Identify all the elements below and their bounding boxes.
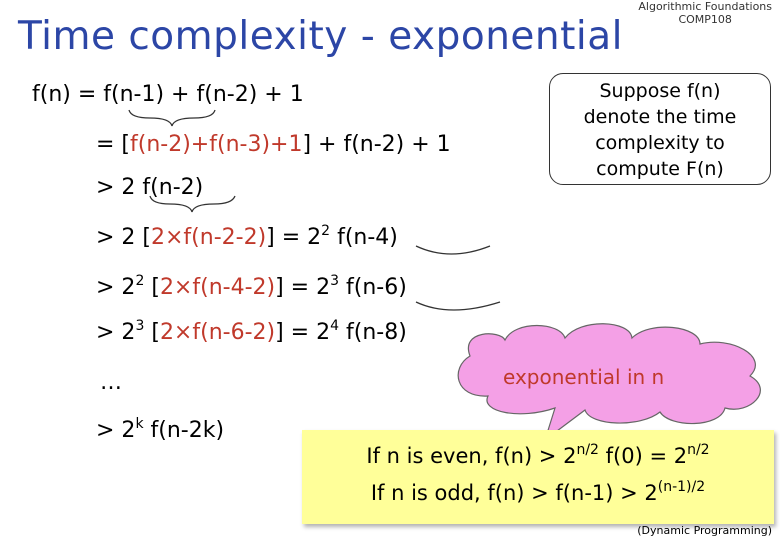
note-line: denote the time bbox=[583, 106, 737, 128]
text: ] = 2 bbox=[275, 275, 331, 300]
text: f(n-2k) bbox=[143, 418, 225, 443]
exponent: n/2 bbox=[687, 442, 710, 458]
note-line: compute F(n) bbox=[596, 158, 724, 180]
text: ] = 2 bbox=[266, 225, 322, 250]
line-bound-1: > 2 f(n-2) bbox=[96, 175, 204, 200]
note-line: Suppose f(n) bbox=[599, 80, 721, 102]
exponent: 2 bbox=[135, 273, 145, 289]
line-recurrence: f(n) = f(n-1) + f(n-2) + 1 bbox=[32, 82, 304, 107]
text: > 2 bbox=[96, 275, 136, 300]
text: If n is odd, f(n) > f(n-1) > 2 bbox=[370, 481, 658, 505]
text: f(n-4) bbox=[330, 225, 398, 250]
exponent: 3 bbox=[135, 318, 145, 334]
highlight-term: 2×f(n-2-2) bbox=[151, 225, 267, 250]
text: f(n-8) bbox=[339, 320, 407, 345]
note-line: complexity to bbox=[595, 132, 725, 154]
text: [ bbox=[144, 320, 160, 345]
text: f(0) = 2 bbox=[598, 444, 688, 468]
highlight-term: 2×f(n-4-2) bbox=[159, 275, 276, 300]
text: ] = 2 bbox=[275, 320, 331, 345]
exponent: (n-1)/2 bbox=[657, 479, 706, 495]
text: If n is even, f(n) > 2 bbox=[366, 444, 577, 468]
slide-title: Time complexity - exponential bbox=[18, 14, 623, 59]
text: > 2 [ bbox=[96, 225, 151, 250]
course-code: COMP108 bbox=[678, 13, 732, 26]
text: ] + f(n-2) + 1 bbox=[302, 132, 451, 157]
exponent: n/2 bbox=[576, 442, 599, 458]
conclusion-box bbox=[302, 430, 774, 524]
highlight-term: 2×f(n-6-2) bbox=[159, 320, 276, 345]
text: > 2 bbox=[96, 418, 136, 443]
exponent: 2 bbox=[321, 223, 331, 239]
text: f(n-6) bbox=[339, 275, 407, 300]
cloud-label: exponential in n bbox=[503, 365, 665, 389]
text: = [ bbox=[96, 132, 131, 157]
exponent: 3 bbox=[330, 273, 340, 289]
conclusion-odd bbox=[302, 475, 774, 512]
exponent: k bbox=[135, 416, 144, 432]
footer-topic: (Dynamic Programming) bbox=[637, 524, 772, 537]
text: [ bbox=[144, 275, 160, 300]
line-ellipsis: … bbox=[100, 370, 122, 395]
conclusion-even bbox=[302, 438, 774, 475]
course-name: Algorithmic Foundations bbox=[638, 0, 772, 13]
highlight-term: f(n-2)+f(n-3)+1 bbox=[130, 132, 303, 157]
exponent: 4 bbox=[330, 318, 340, 334]
text: > 2 bbox=[96, 320, 136, 345]
